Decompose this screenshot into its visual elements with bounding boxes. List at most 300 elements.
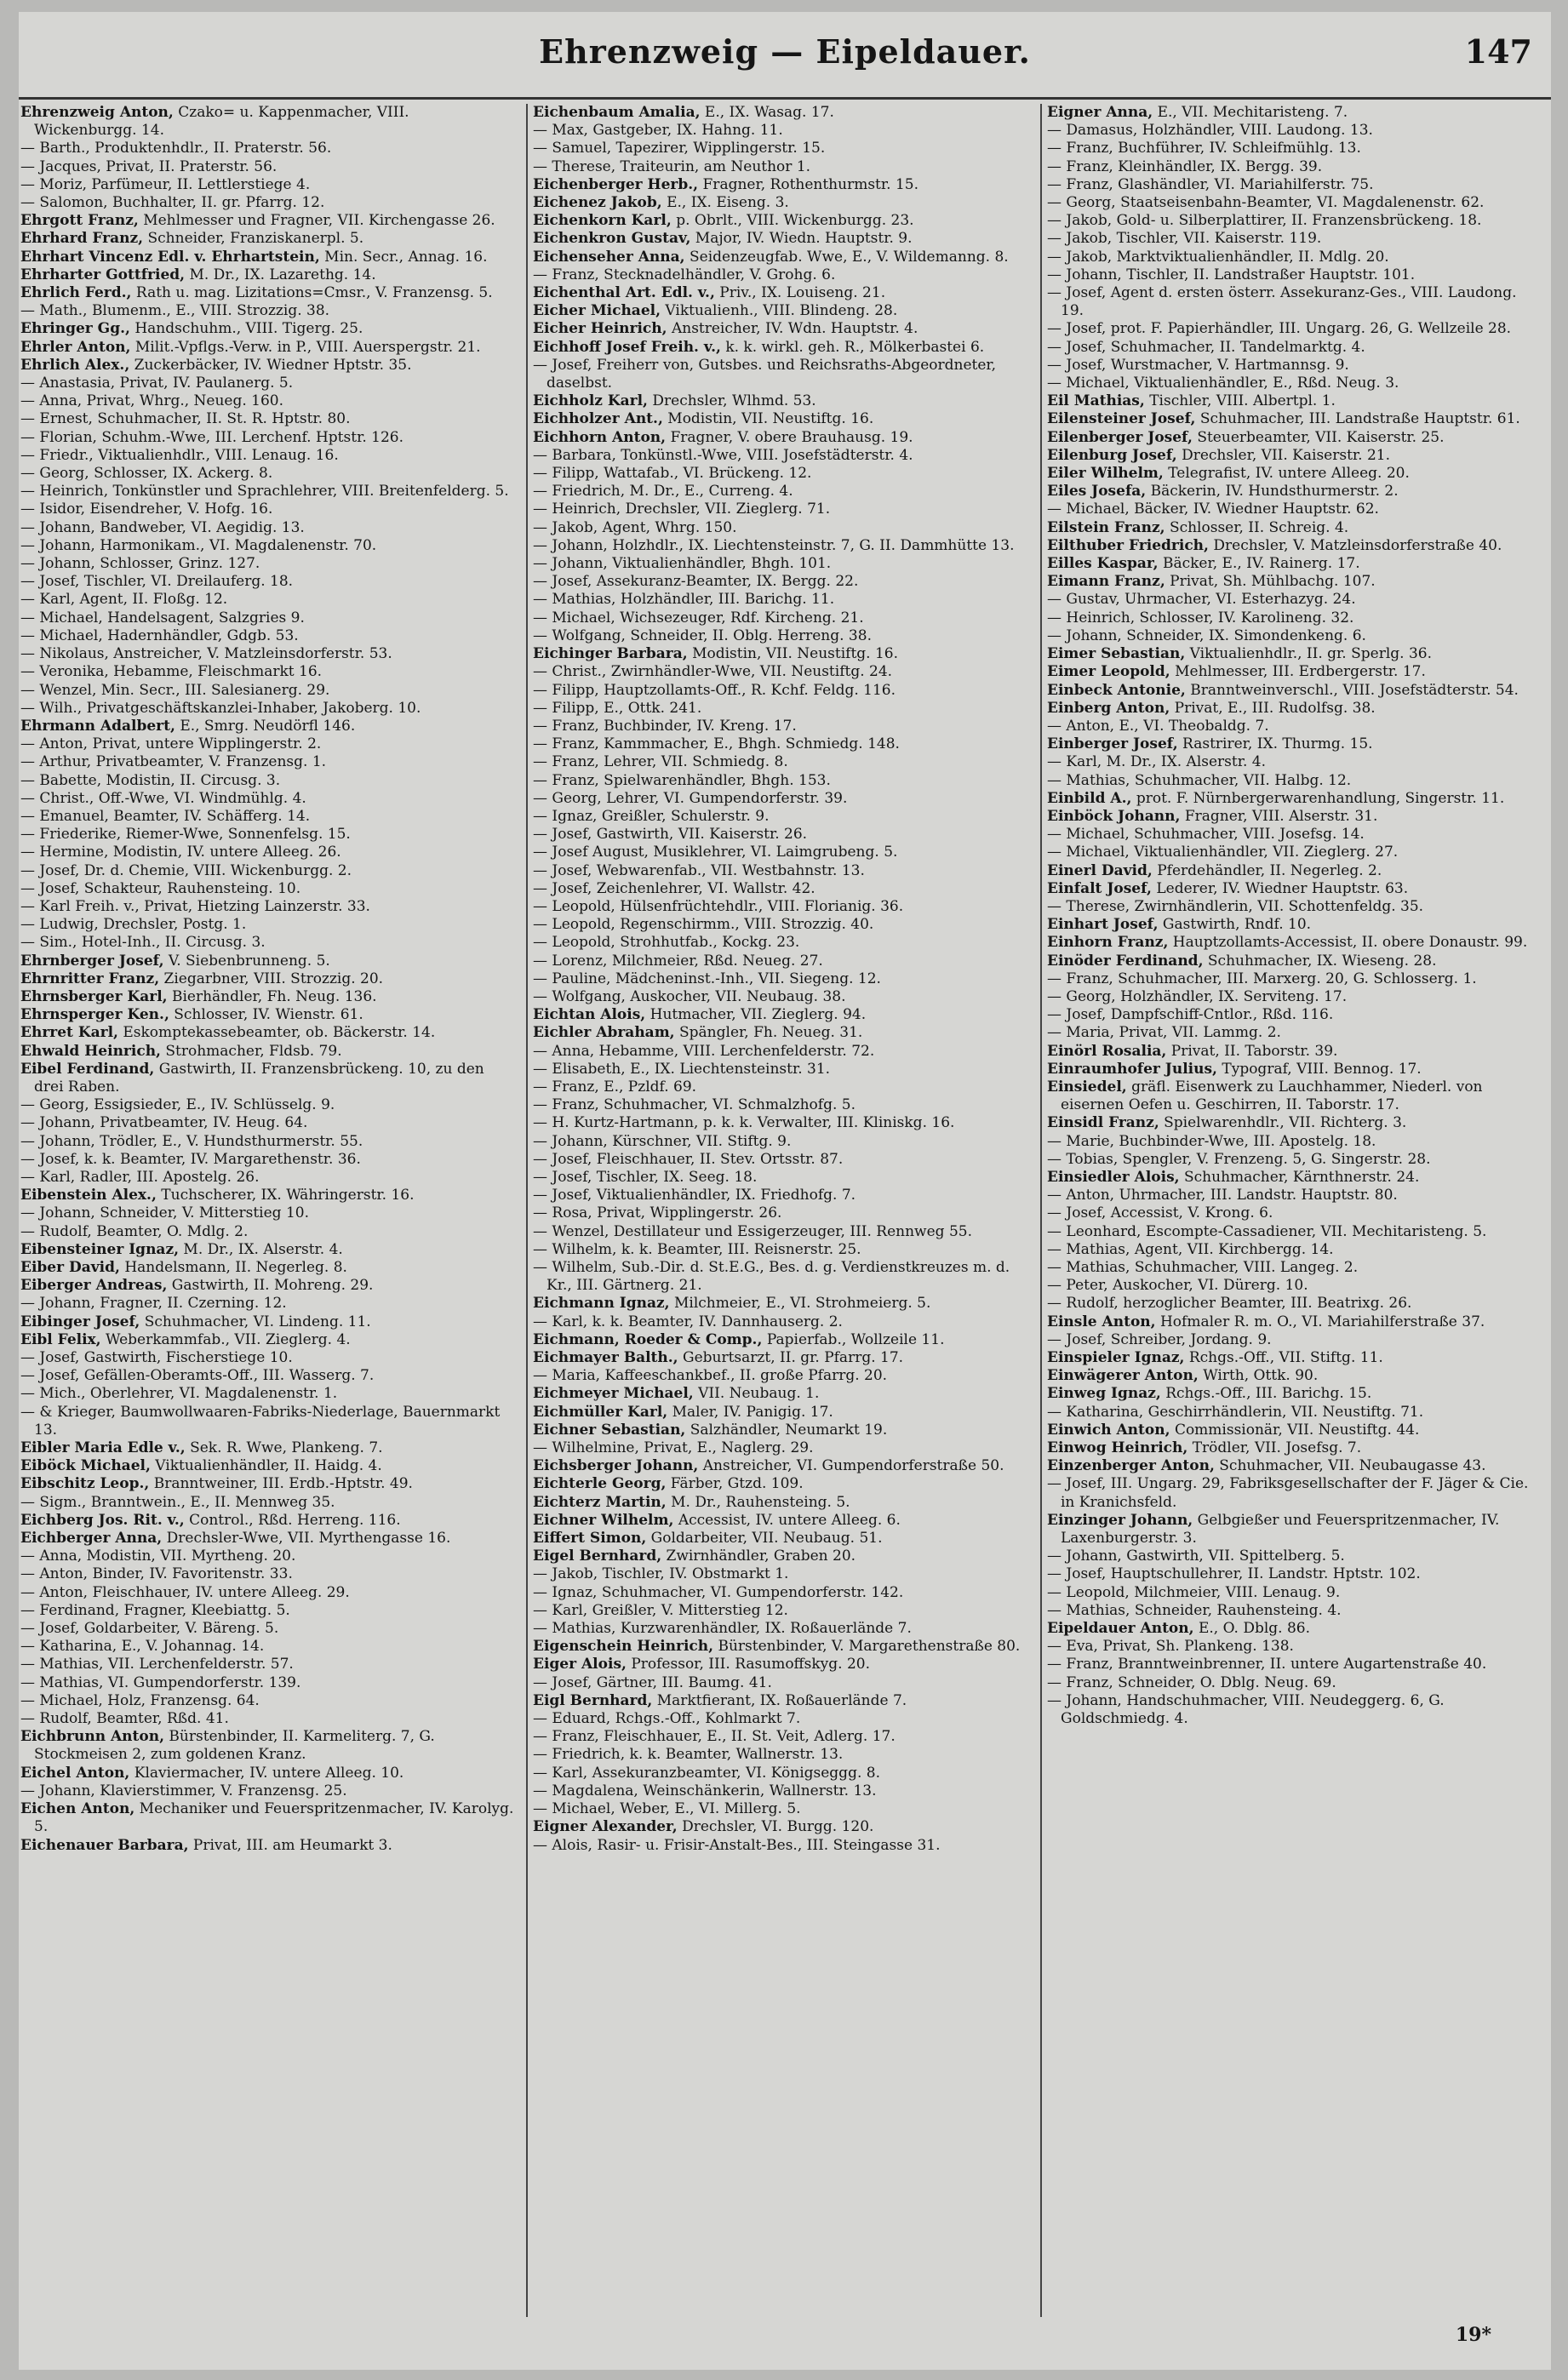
entry-surname: Eiger Alois, [533,1656,627,1673]
entry-details: Hofmaler R. m. O., VI. Mariahilferstraße 37. [1159,1313,1485,1330]
entry-surname: Eiböck Michael, [20,1457,151,1475]
directory-entry [533,1385,1027,1403]
entry-surname: Einraumhofer Julius, [1047,1060,1217,1078]
directory-entry [533,1674,1027,1692]
directory-entry [1047,519,1541,537]
entry-details: — Josef, Gastwirth, VII. Kaiserstr. 26. [533,826,808,844]
directory-entry [20,1494,514,1512]
entry-surname: Eichberger Anna, [20,1530,163,1548]
entry-surname: Eichenez Jakob, [533,194,662,212]
directory-entry [20,735,514,753]
directory-entry [1047,1295,1541,1313]
directory-entry [1047,537,1541,555]
entry-details: — Josef, Gefällen-Oberamts-Off., III. Wasserg. 7. [20,1367,375,1385]
entry-details: — Salomon, Buchhalter, II. gr. Pfarrg. 12. [20,194,325,212]
entry-surname: Eiber David, [20,1259,120,1276]
directory-entry [1047,392,1541,410]
directory-entry [1047,1114,1541,1132]
entry-details: — Leopold, Hülsenfrüchtehdlr., VIII. Florianig. 36. [533,897,904,915]
directory-entry [1047,375,1541,392]
entry-surname: Einsiedel, [1047,1078,1127,1096]
entry-details: — Heinrich, Drechsler, VII. Zieglerg. 71. [533,501,831,518]
entry-details: — Friedrich, M. Dr., E., Curreng. 4. [533,483,793,501]
directory-entry [533,194,1027,212]
entry-surname: Eibschitz Leop., [20,1475,150,1493]
directory-entry [1047,555,1541,573]
directory-entry [20,375,514,392]
directory-entry [1047,898,1541,916]
entry-details: Salzhändler, Neumarkt 19. [690,1421,888,1439]
entry-details: — Tobias, Spengler, V. Frenzeng. 5, G. Singerstr. 28. [1047,1150,1431,1168]
directory-entry [1047,609,1541,627]
entry-surname: Eichmüller Karl, [533,1403,668,1421]
entry-details: — Anton, E., VI. Theobaldg. 7. [1047,717,1269,735]
directory-entry [533,1530,1027,1548]
entry-surname: Eigl Bernhard, [533,1691,653,1709]
entry-surname: Ehrlich Alex., [20,356,130,374]
directory-entry [533,1133,1027,1151]
entry-details: — Gustav, Uhrmacher, VI. Esterhazyg. 24. [1047,591,1356,609]
entry-surname: Eigner Anna, [1047,104,1153,121]
directory-entry [20,357,514,375]
directory-entry [1047,627,1541,645]
entry-details: Drechsler-Wwe, VII. Myrthengasse 16. [166,1530,451,1548]
directory-entry [1047,1404,1541,1422]
entry-details: — Mathias, Schneider, Rauhensteing. 4. [1047,1601,1342,1619]
directory-entry [20,1043,514,1061]
entry-details: — Michael, Holz, Franzensg. 64. [20,1691,260,1709]
entry-details: — Georg, Holzhändler, IX. Serviteng. 17. [1047,987,1348,1005]
directory-entry [1047,1133,1541,1151]
entry-details: — Anton, Uhrmacher, III. Landstr. Hauptstr. 80. [1047,1187,1398,1204]
directory-entry [1047,1584,1541,1602]
directory-entry [20,1782,514,1800]
directory-entry [20,176,514,194]
entry-details: Maler, IV. Panigig. 17. [672,1403,833,1421]
entry-details: — Rudolf, herzoglicher Beamter, III. Beatrixg. 26. [1047,1295,1412,1313]
entry-details: — Babette, Modistin, II. Circusg. 3. [20,771,281,789]
directory-entry [20,519,514,537]
entry-details: — Filipp, Hauptzollamts-Off., R. Kchf. Feldg. 116. [533,681,896,699]
entry-details: — Eva, Privat, Sh. Plankeng. 138. [1047,1638,1294,1656]
directory-entry [533,1295,1027,1313]
directory-entry [533,1367,1027,1385]
entry-surname: Einwägerer Anton, [1047,1367,1199,1385]
directory-entry [533,1656,1027,1673]
entry-details: — Rudolf, Beamter, O. Mdlg. 2. [20,1222,249,1240]
entry-details: — Anna, Hebamme, VIII. Lerchenfelderstr. 72. [533,1042,875,1060]
entry-details: — Barbara, Tonkünstl.-Wwe, VIII. Josefstädterstr. 4. [533,446,913,464]
entry-details: Schuhmacher, IX. Wieseng. 28. [1207,952,1437,970]
entry-details: E., IX. Eiseng. 3. [667,194,789,212]
directory-entry [20,790,514,808]
entry-details: Fragner, V. obere Brauhausg. 19. [670,428,913,446]
directory-entry [533,1151,1027,1169]
directory-entry [20,194,514,212]
entry-details: — Peter, Auskocher, VI. Dürerg. 10. [1047,1277,1308,1295]
directory-entry [20,1530,514,1548]
directory-entry [20,1710,514,1728]
directory-entry [533,1422,1027,1439]
directory-entry [533,1169,1027,1187]
entry-surname: Eichmann, Roeder & Comp., [533,1330,763,1348]
directory-entry [20,1565,514,1583]
entry-surname: Eigner Alexander, [533,1818,678,1836]
entry-surname: Eichmann Ignaz, [533,1295,670,1313]
directory-entry [1047,320,1541,338]
entry-details: — Maria, Kaffeeschankbef., II. große Pfarrg. 20. [533,1367,888,1385]
entry-details: — Leopold, Strohhutfab., Kockg. 23. [533,934,800,952]
directory-entry [533,339,1027,357]
directory-entry [1047,1475,1541,1511]
entry-details: Zuckerbäcker, IV. Wiedner Hptstr. 35. [134,356,412,374]
directory-entry [1047,140,1541,157]
directory-entry [533,1313,1027,1331]
directory-entry [1047,844,1541,861]
entry-surname: Einspieler Ignaz, [1047,1349,1185,1367]
directory-entry [533,212,1027,230]
entry-details: Klaviermacher, IV. untere Alleeg. 10. [134,1764,404,1782]
entry-details: — Mich., Oberlehrer, VI. Magdalenenstr. 1. [20,1385,338,1403]
entry-details: E., IX. Wasag. 17. [704,104,834,121]
entry-details: M. Dr., IX. Lazarethg. 14. [189,266,376,283]
entry-details: — Josef, Fleischhauer, II. Stev. Ortsstr. 87. [533,1150,844,1168]
entry-surname: Einsle Anton, [1047,1313,1156,1330]
directory-entry [20,1114,514,1132]
directory-entry [533,1114,1027,1132]
entry-details: — Leopold, Regenschirmm., VIII. Strozzig. 40. [533,916,874,934]
directory-entry [20,537,514,555]
directory-entry [533,1800,1027,1818]
directory-entry [533,537,1027,555]
entry-details: — Mathias, Agent, VII. Kirchbergg. 14. [1047,1240,1334,1258]
directory-entry [1047,1259,1541,1277]
directory-entry [20,1313,514,1331]
directory-entry [1047,1638,1541,1656]
directory-entry [1047,934,1541,952]
entry-details: gräfl. Eisenwerk zu Lauchhammer, Niederl. von eisernen Oefen u. Geschirren, II. Taborstr. 17. [1061,1078,1483,1114]
entry-details: — Anna, Modistin, VII. Myrtheng. 20. [20,1548,296,1565]
directory-entry [20,862,514,880]
directory-entry [20,1404,514,1439]
directory-entry [1047,1331,1541,1349]
directory-entry [1047,718,1541,735]
entry-surname: Eil Mathias, [1047,392,1145,410]
directory-entry [533,1078,1027,1096]
entry-surname: Ehrler Anton, [20,338,131,356]
directory-entry [533,176,1027,194]
entry-details: Typograf, VIII. Bennog. 17. [1222,1060,1422,1078]
entry-details: — Nikolaus, Anstreicher, V. Matzleinsdorferstr. 53. [20,645,392,663]
entry-details: Trödler, VII. Josefsg. 7. [1192,1439,1362,1457]
entry-details: Färber, Gtzd. 109. [670,1475,804,1493]
directory-entry [1047,916,1541,934]
entry-details: — Sigm., Branntwein., E., II. Mennweg 35. [20,1493,335,1511]
entry-details: — Josef, Tischler, VI. Dreilauferg. 18. [20,573,294,591]
entry-details: Geburtsarzt, II. gr. Pfarrg. 17. [683,1349,904,1367]
directory-entry [20,953,514,970]
entry-surname: Einbild A., [1047,789,1132,807]
entry-surname: Einhorn Franz, [1047,934,1169,952]
entry-details: Schlosser, II. Schreig. 4. [1169,518,1349,536]
directory-entry [20,808,514,826]
directory-entry [20,1223,514,1241]
entry-details: — Mathias, Holzhändler, III. Barichg. 11. [533,591,835,609]
entry-details: — Samuel, Tapezirer, Wipplingerstr. 15. [533,140,826,157]
directory-entry [20,700,514,718]
directory-entry [20,1277,514,1295]
entry-details: — Mathias, Schuhmacher, VII. Halbg. 12. [1047,771,1352,789]
entry-details: — Jakob, Gold- u. Silberplattirer, II. Franzensbrückeng. 18. [1047,212,1482,230]
entry-details: Rchgs.-Off., VII. Stiftg. 11. [1188,1349,1383,1367]
entry-details: Tuchscherer, IX. Währingerstr. 16. [161,1187,415,1204]
directory-entry [533,320,1027,338]
directory-entry [533,158,1027,176]
entry-details: E., O. Dblg. 86. [1198,1620,1311,1638]
entry-details: — Filipp, E., Ottk. 241. [533,699,702,717]
directory-entry [20,1259,514,1277]
directory-entry [1047,1620,1541,1638]
directory-entry [20,140,514,157]
entry-details: — Johann, Handschuhmacher, VIII. Neudeggerg. 6, G. Goldschmiedg. 4. [1047,1691,1445,1728]
entry-surname: Eichner Wilhelm, [533,1511,674,1529]
directory-entry [533,1620,1027,1638]
directory-entry [20,682,514,700]
directory-entry [533,1187,1027,1204]
directory-entry [20,1674,514,1692]
entry-surname: Eichholz Karl, [533,392,648,410]
directory-entry [1047,1277,1541,1295]
directory-entry [1047,1602,1541,1620]
directory-entry [1047,573,1541,591]
directory-entry [20,970,514,988]
column-divider [1040,104,1042,2317]
directory-entry [1047,1313,1541,1331]
entry-surname: Einörl Rosalia, [1047,1042,1167,1060]
entry-details: — Marie, Buchbinder-Wwe, III. Apostelg. 18. [1047,1132,1376,1150]
directory-entry [20,772,514,790]
directory-entry [20,1620,514,1638]
entry-details: — Pauline, Mädcheninst.-Inh., VII. Siegeng. 12. [533,970,881,987]
directory-entry [20,1512,514,1530]
directory-entry [1047,862,1541,880]
directory-entry [1047,1674,1541,1692]
directory-entry [533,1548,1027,1565]
directory-entry [533,429,1027,447]
entry-details: — Michael, Viktualienhändler, VII. Zieglerg. 27. [1047,844,1399,861]
entry-details: — Max, Gastgeber, IX. Hahng. 11. [533,122,783,140]
entry-details: — Katharina, Geschirrhändlerin, VII. Neustiftg. 71. [1047,1403,1424,1421]
entry-details: Papierfab., Wollzeile 11. [766,1330,945,1348]
entry-details: — Franz, Stecknadelhändler, V. Grohg. 6. [533,266,836,283]
directory-entry [20,753,514,771]
entry-details: Privat, II. Taborstr. 39. [1170,1042,1338,1060]
entry-surname: Ehrnsperger Ken., [20,1006,169,1024]
entry-details: Czako= u. Kappenmacher, VIII. Wickenburgg. 14. [34,104,409,140]
entry-details: — Josef, Schuhmacher, II. Tandelmarktg. 4. [1047,338,1365,356]
entry-details: — Filipp, Wattafab., VI. Brückeng. 12. [533,465,812,483]
directory-entry [533,826,1027,844]
directory-entry [20,1728,514,1764]
entry-surname: Einberg Anton, [1047,699,1170,717]
directory-entry [1047,1024,1541,1042]
directory-entry [20,1331,514,1349]
entry-details: — Friedrich, k. k. Beamter, Wallnerstr. 13. [533,1746,844,1764]
entry-details: Min. Secr., Annag. 16. [324,248,488,266]
directory-entry [533,357,1027,392]
entry-details: — Wenzel, Destillateur und Essigerzeuger, III. Rennweg 55. [533,1222,972,1240]
entry-details: Pferdehändler, II. Negerleg. 2. [1157,861,1382,879]
entry-surname: Eichen Anton, [20,1800,135,1818]
directory-entry [533,609,1027,627]
directory-entry [533,880,1027,898]
entry-details: — Josef, Gärtner, III. Baumg. 41. [533,1673,772,1691]
directory-entry [20,1638,514,1656]
entry-details: — Wilh., Privatgeschäftskanzlei-Inhaber, Jakoberg. 10. [20,699,421,717]
directory-entry [20,212,514,230]
directory-entry [1047,880,1541,898]
directory-entry [20,158,514,176]
entry-details: Ziegarbner, VIII. Strozzig. 20. [163,970,384,987]
directory-entry [1047,753,1541,771]
entry-details: Bürstenbinder, V. Margarethenstraße 80. [718,1638,1021,1656]
entry-surname: Einsiedler Alois, [1047,1168,1180,1186]
entry-surname: Eichenseher Anna, [533,248,685,266]
entry-details: Mechaniker und Feuerspritzenmacher, IV. Karolyg. 5. [34,1800,514,1836]
directory-entry [20,718,514,735]
directory-entry [20,1475,514,1493]
entry-surname: Eibinger Josef, [20,1313,140,1330]
directory-entry [20,1187,514,1204]
entry-surname: Einzenberger Anton, [1047,1457,1215,1475]
entry-details: Schuhmacher, VII. Neubaugasse 43. [1219,1457,1486,1475]
entry-surname: Einfalt Josef, [1047,879,1152,897]
entry-details: VII. Neubaug. 1. [698,1385,820,1403]
entry-surname: Eibel Ferdinand, [20,1060,155,1078]
directory-entry [20,1204,514,1222]
entry-details: — Christ., Zwirnhändler-Wwe, VII. Neustiftg. 24. [533,663,893,681]
entry-details: — Johann, Klavierstimmer, V. Franzensg. 25. [20,1782,347,1799]
entry-surname: Eichenthal Art. Edl. v., [533,284,715,302]
directory-entry [533,645,1027,663]
directory-entry [20,339,514,357]
directory-entry [20,1061,514,1096]
directory-entry [1047,176,1541,194]
directory-entry [20,429,514,447]
entry-surname: Eichtan Alois, [533,1006,646,1024]
directory-entry [533,1494,1027,1512]
entry-details: — Michael, Weber, E., VI. Millerg. 5. [533,1800,801,1818]
directory-entry [1047,284,1541,320]
entry-surname: Eicher Heinrich, [533,320,667,338]
entry-surname: Eimer Leopold, [1047,663,1170,681]
directory-entry [533,953,1027,970]
directory-entry [20,1800,514,1836]
directory-entry [533,988,1027,1006]
directory-entry [533,140,1027,157]
entry-details: — Hermine, Modistin, IV. untere Alleeg. 26. [20,844,341,861]
entry-details: — Ignaz, Greißler, Schulerstr. 9. [533,807,770,825]
entry-surname: Eichenauer Barbara, [20,1836,189,1854]
entry-details: Bäcker, E., IV. Rainerg. 17. [1162,555,1360,573]
entry-surname: Einsidl Franz, [1047,1114,1159,1132]
entry-details: — Franz, Schuhmacher, III. Marxerg. 20, G. Schlosserg. 1. [1047,970,1477,987]
directory-entry [1047,1078,1541,1114]
entry-details: — Wilhelm, Sub.-Dir. d. St.E.G., Bes. d. g. Verdienstkreuzes m. d. Kr., III. Gärtnerg. 21. [533,1259,1010,1295]
entry-details: Eskomptekassebeamter, ob. Bäckerstr. 14. [123,1024,436,1042]
directory-entry [1047,465,1541,483]
entry-surname: Eimer Sebastian, [1047,645,1186,663]
entry-details: — Johann, Schneider, V. Mitterstieg 10. [20,1204,309,1222]
entry-details: — Franz, Schuhmacher, VI. Schmalzhofg. 5. [533,1096,856,1114]
entry-details: — Eduard, Rchgs.-Off., Kohlmarkt 7. [533,1710,801,1728]
directory-entry [1047,1656,1541,1673]
entry-details: Professor, III. Rasumoffskyg. 20. [631,1656,870,1673]
entry-details: Schlosser, IV. Wienstr. 61. [174,1006,363,1024]
directory-entry [20,1367,514,1385]
entry-details: — Josef, Goldarbeiter, V. Bäreng. 5. [20,1620,279,1638]
entry-details: — Ludwig, Drechsler, Postg. 1. [20,916,247,934]
directory-entry [1047,212,1541,230]
entry-details: — Josef, Assekuranz-Beamter, IX. Bergg. 22. [533,573,859,591]
directory-entry [1047,1422,1541,1439]
entry-surname: Eibensteiner Ignaz, [20,1240,180,1258]
directory-entry [1047,988,1541,1006]
directory-entry [533,916,1027,934]
entry-details: — Maria, Privat, VII. Lammg. 2. [1047,1024,1281,1042]
entry-surname: Einöder Ferdinand, [1047,952,1204,970]
directory-entry [20,826,514,844]
directory-entry [1047,953,1541,970]
directory-entry [1047,1439,1541,1457]
entry-details: Bürstenbinder, II. Karmeliterg. 7, G. Stockmeisen 2, zum goldenen Kranz. [34,1728,435,1764]
directory-entry [533,1331,1027,1349]
entry-details: — Mathias, VII. Lerchenfelderstr. 57. [20,1656,294,1673]
entry-details: Fragner, VIII. Alserstr. 31. [1184,807,1378,825]
directory-entry [20,1765,514,1782]
entry-details: — Georg, Staatseisenbahn-Beamter, VI. Magdalenenstr. 62. [1047,194,1485,212]
entry-surname: Ehrlich Ferd., [20,284,132,302]
directory-entry [533,1204,1027,1222]
entry-surname: Eilenburg Josef, [1047,446,1177,464]
directory-entry [20,555,514,573]
entry-surname: Eilenberger Josef, [1047,428,1193,446]
entry-surname: Eichenkorn Karl, [533,212,672,230]
entry-details: k. k. wirkl. geh. R., Mölkerbastei 6. [725,338,985,356]
entry-surname: Einzinger Johann, [1047,1511,1193,1529]
entry-details: Mehlmesser und Fragner, VII. Kirchengasse 26. [143,212,495,230]
directory-entry [20,627,514,645]
entry-details: — Magdalena, Weinschänkerin, Wallnerstr. 13. [533,1782,877,1799]
entry-details: — Josef, Wurstmacher, V. Hartmannsg. 9. [1047,356,1349,374]
entry-details: Modistin, VII. Neustiftg. 16. [667,410,874,428]
directory-entry [20,1349,514,1367]
entry-details: — Karl, Radler, III. Apostelg. 26. [20,1168,260,1186]
entry-surname: Einweg Ignaz, [1047,1385,1161,1403]
directory-entry [1047,735,1541,753]
directory-entry [20,609,514,627]
entry-details: — Leonhard, Escompte-Cassadiener, VII. Mechitaristeng. 5. [1047,1222,1487,1240]
entry-surname: Einwog Heinrich, [1047,1439,1188,1457]
entry-details: Marktfierant, IX. Roßauerlände 7. [656,1691,907,1709]
entry-surname: Ehringer Gg., [20,320,130,338]
entry-details: Fragner, Rothenthurmstr. 15. [702,175,918,193]
directory-entry [1047,429,1541,447]
entry-details: Viktualienhdlr., II. gr. Sperlg. 36. [1189,645,1432,663]
entry-details: — Franz, Glashändler, VI. Mariahilferstr. 75. [1047,175,1374,193]
entry-details: — Johann, Tischler, II. Landstraßer Hauptstr. 101. [1047,266,1416,283]
directory-entry [1047,645,1541,663]
